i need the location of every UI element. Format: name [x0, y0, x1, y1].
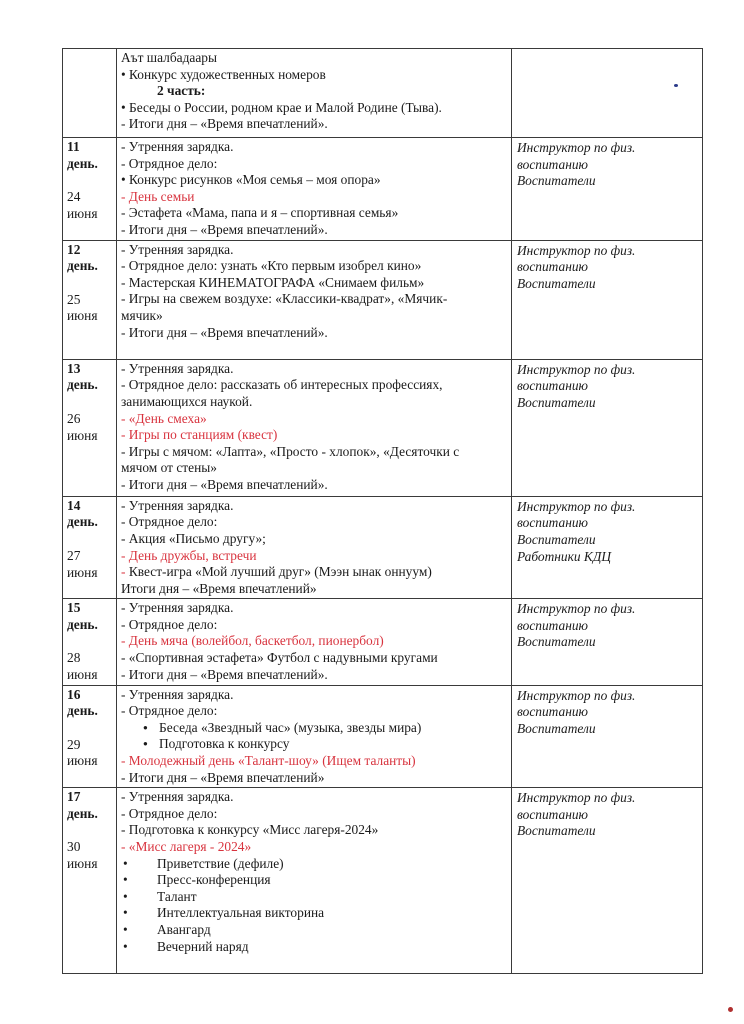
scan-speck: [728, 1007, 733, 1012]
responsible-cell: [512, 49, 703, 138]
activity-line: • Талант: [121, 889, 507, 906]
day-cell: [63, 599, 117, 685]
day-date: 27: [67, 547, 81, 563]
activity-line: - Утренняя зарядка.: [121, 686, 234, 702]
activities-cell: [117, 496, 512, 599]
responsible-person: воспитанию: [517, 515, 588, 531]
activity-line: - Отрядное дело: рассказать об интересных профессиях,: [121, 377, 443, 393]
activity-line: занимающихся наукой.: [121, 393, 253, 409]
activity-line: мячик»: [121, 307, 163, 323]
activity-line: • Пресс-конференция: [121, 872, 507, 889]
activity-line: - День дружбы, встречи: [121, 547, 257, 563]
activity-line: ● Беседа «Звездный час» (музыка, звезды мира): [121, 720, 507, 737]
responsible-person: Инструктор по физ.: [517, 361, 636, 377]
responsible-cell: [512, 788, 703, 974]
day-month: июня: [67, 205, 98, 221]
day-number: 14: [67, 497, 81, 513]
activity-line: - Игры с мячом: «Лапта», «Просто - хлопок», «Десяточки с: [121, 443, 460, 459]
responsible-cell: [512, 359, 703, 496]
responsible-cell: [512, 240, 703, 359]
activity-line: - День мяча (волейбол, баскетбол, пионербол): [121, 633, 384, 649]
responsible-person: Воспитатели: [517, 173, 596, 189]
activity-line: - Отрядное дело:: [121, 514, 218, 530]
responsible-cell: [512, 599, 703, 685]
activity-line: • Приветствие (дефиле): [121, 856, 507, 873]
responsible-person: Воспитатели: [517, 823, 596, 839]
day-cell: [63, 788, 117, 974]
day-month: июня: [67, 856, 98, 871]
day-number: 13: [67, 360, 81, 376]
activities-cell: [117, 138, 512, 241]
responsible-person: Воспитатели: [517, 720, 596, 736]
responsible-cell: [512, 685, 703, 788]
activity-line: [121, 564, 507, 581]
responsible-person: Инструктор по физ.: [517, 601, 636, 617]
day-month: июня: [67, 564, 98, 580]
activity-line: - Утренняя зарядка.: [121, 139, 234, 154]
day-label: день.: [67, 703, 98, 719]
activity-line: [121, 955, 507, 972]
day-cell: [63, 496, 117, 599]
activity-line: Аът шалбадаары: [121, 50, 217, 65]
day-cell: [63, 685, 117, 788]
day-cell: [63, 49, 117, 138]
activity-line: - Мастерская КИНЕМАТОГРАФА «Снимаем фильм»: [121, 274, 425, 290]
day-month: июня: [67, 753, 98, 769]
activity-line: [121, 341, 507, 358]
responsible-cell: [512, 496, 703, 599]
day-spacer: [67, 394, 112, 411]
day-month: июня: [67, 308, 98, 324]
activity-line: - Итоги дня – «Время впечатлений»: [121, 769, 325, 785]
activities-cell: [117, 599, 512, 685]
activity-line: - Итоги дня – «Время впечатлений».: [121, 221, 328, 237]
responsible-person: Инструктор по физ.: [517, 140, 636, 155]
responsible-person: Воспитатели: [517, 275, 596, 291]
activity-line: - Итоги дня – «Время впечатлений».: [121, 476, 328, 492]
day-label: день.: [67, 514, 98, 530]
activity-line: - Итоги дня – «Время впечатлений».: [121, 666, 328, 682]
activity-line: - «Спортивная эстафета» Футбол с надувными кругами: [121, 650, 438, 666]
responsible-person: Работники КДЦ: [517, 548, 612, 564]
responsible-person: воспитанию: [517, 378, 588, 394]
activity-line: - «Мисс лагеря - 2024»: [121, 839, 252, 854]
day-label: день.: [67, 155, 98, 171]
schedule-body: [63, 49, 703, 974]
day-date: 26: [67, 410, 81, 426]
day-month: июня: [67, 667, 98, 683]
activity-line: - Отрядное дело:: [121, 616, 218, 632]
activity-line: - Отрядное дело: узнать «Кто первым изобрел кино»: [121, 258, 422, 274]
responsible-person: Воспитатели: [517, 394, 596, 410]
day-spacer: [67, 822, 112, 839]
activity-text: Квест-игра «Мой лучший друг» (Мээн ынак оннуум): [128, 564, 432, 580]
activity-line: - Утренняя зарядка.: [121, 360, 234, 376]
activity-line: Итоги дня – «Время впечатлений»: [121, 580, 317, 596]
activity-line: ● Подготовка к конкурсу: [121, 736, 507, 753]
day-spacer: [67, 720, 112, 737]
activity-line: • Конкурс художественных номеров: [121, 66, 326, 82]
day-spacer: [67, 531, 112, 548]
activity-line: - Игры по станциям (квест): [121, 427, 278, 443]
camp-schedule-table: [62, 48, 703, 974]
activity-line: - Итоги дня – «Время впечатлений».: [121, 324, 328, 340]
schedule-row-day: [63, 685, 703, 788]
activity-line: • Конкурс рисунков «Моя семья – моя опора»: [121, 172, 381, 188]
activity-line: • Авангард: [121, 922, 507, 939]
day-label: день.: [67, 805, 98, 821]
schedule-row-day: [63, 138, 703, 241]
scan-speck: [674, 84, 678, 87]
day-cell: [63, 138, 117, 241]
responsible-person: воспитанию: [517, 156, 588, 172]
activity-line: - «День смеха»: [121, 410, 207, 426]
day-month: июня: [67, 427, 98, 443]
schedule-row-continuation: [63, 49, 703, 138]
activity-line: • Интеллектуальная викторина: [121, 905, 507, 922]
day-spacer: [67, 275, 112, 292]
activity-line: - Акция «Письмо другу»;: [121, 530, 266, 546]
activity-line: 2 часть:: [157, 83, 206, 99]
activity-line: - Молодежный день «Талант-шоу» (Ищем таланты): [121, 753, 416, 769]
day-cell: [63, 240, 117, 359]
day-spacer: [67, 633, 112, 650]
day-label: день.: [67, 377, 98, 393]
day-label: день.: [67, 616, 98, 632]
activity-line: - Эстафета «Мама, папа и я – спортивная семья»: [121, 205, 399, 221]
schedule-row-day: [63, 788, 703, 974]
responsible-person: Инструктор по физ.: [517, 498, 636, 514]
activities-cell: [117, 359, 512, 496]
day-number: 17: [67, 789, 81, 805]
activities-cell: [117, 49, 512, 138]
day-number: 11: [67, 139, 80, 154]
activity-red-dash: -: [121, 564, 129, 580]
responsible-person: воспитанию: [517, 617, 588, 633]
schedule-row-day: [63, 599, 703, 685]
day-date: 30: [67, 839, 81, 855]
schedule-row-day: [63, 240, 703, 359]
activity-line: - Утренняя зарядка.: [121, 600, 234, 616]
responsible-person: воспитанию: [517, 806, 588, 822]
activity-line: - Утренняя зарядка.: [121, 241, 234, 257]
responsible-person: воспитанию: [517, 259, 588, 275]
activity-line: - Подготовка к конкурсу «Мисс лагеря-2024»: [121, 822, 379, 838]
activities-cell: [117, 685, 512, 788]
day-number: 16: [67, 686, 81, 702]
activity-line: • Вечерний наряд: [121, 939, 507, 956]
activity-line: - Отрядное дело:: [121, 805, 218, 821]
activity-line: - Утренняя зарядка.: [121, 497, 234, 513]
schedule-row-day: [63, 496, 703, 599]
responsible-person: Инструктор по физ.: [517, 790, 636, 806]
activity-line: - Игры на свежем воздухе: «Классики-квадрат», «Мячик-: [121, 291, 448, 307]
responsible-person: воспитанию: [517, 704, 588, 720]
activity-line: - Утренняя зарядка.: [121, 789, 234, 805]
day-date: 24: [67, 189, 81, 205]
activity-line: - Отрядное дело:: [121, 703, 218, 719]
activity-line: - Отрядное дело:: [121, 155, 218, 171]
schedule-row-day: [63, 359, 703, 496]
day-date: 25: [67, 291, 81, 307]
day-spacer: [67, 172, 112, 189]
responsible-cell: [512, 138, 703, 241]
day-cell: [63, 359, 117, 496]
responsible-person: Воспитатели: [517, 531, 596, 547]
responsible-person: Инструктор по физ.: [517, 687, 636, 703]
day-number: 15: [67, 600, 81, 616]
responsible-person: Воспитатели: [517, 634, 596, 650]
activity-line: - Итоги дня – «Время впечатлений».: [121, 116, 328, 132]
activity-line: • Беседы о России, родном крае и Малой Родине (Тыва).: [121, 99, 442, 115]
day-date: 29: [67, 736, 81, 752]
day-label: день.: [67, 258, 98, 274]
responsible-person: Инструктор по физ.: [517, 242, 636, 258]
activities-cell: [117, 788, 512, 974]
day-date: 28: [67, 650, 81, 666]
activities-cell: [117, 240, 512, 359]
activity-line: - День семьи: [121, 188, 195, 204]
day-number: 12: [67, 241, 81, 257]
activity-line: мячом от стены»: [121, 460, 217, 476]
